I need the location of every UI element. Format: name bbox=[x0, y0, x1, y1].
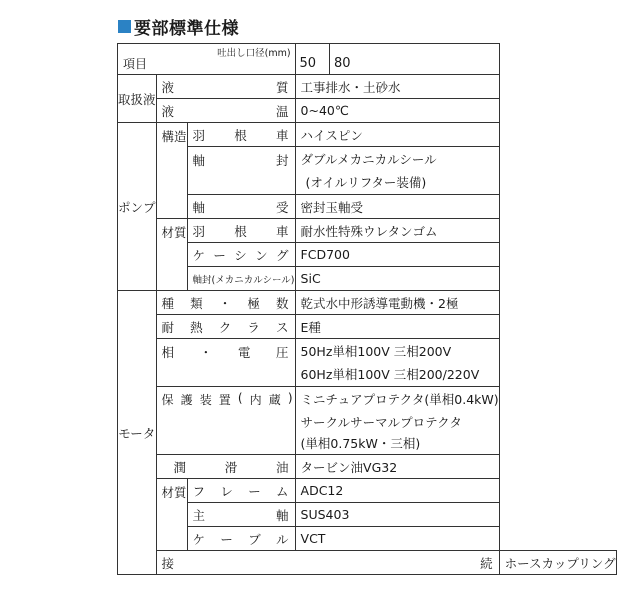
group-motor: モータ bbox=[118, 291, 157, 575]
header-cell bbox=[118, 44, 296, 75]
row-value: 工事排水・土砂水 bbox=[295, 75, 499, 99]
sub-motor-material: 材質 bbox=[156, 479, 187, 551]
row-value: ミニチュアプロテクタ(単相0.4kW) bbox=[295, 387, 499, 411]
table-row bbox=[118, 455, 617, 479]
table-row bbox=[118, 527, 617, 551]
row-label: 羽 根 車 bbox=[187, 219, 295, 243]
table-row bbox=[118, 147, 617, 171]
sub-structure: 構造 bbox=[156, 123, 187, 219]
row-label: ケ ー ブ ル bbox=[187, 527, 295, 551]
row-value: (オイルリフター装備) bbox=[295, 171, 499, 195]
table-row bbox=[118, 123, 617, 147]
table-row bbox=[118, 75, 617, 99]
row-value: FCD700 bbox=[295, 243, 499, 267]
group-pump: ポンプ bbox=[118, 123, 157, 291]
row-value: サークルサーマルプロテクタ bbox=[295, 411, 499, 433]
row-value: SiC bbox=[295, 267, 499, 291]
spec-table bbox=[117, 43, 617, 575]
row-value: 乾式水中形誘導電動機・2極 bbox=[295, 291, 499, 315]
row-label: 潤 滑 油 bbox=[156, 455, 295, 479]
row-label: 保 護 装 置 ( 内 蔵 ) bbox=[156, 387, 295, 455]
table-row bbox=[118, 219, 617, 243]
row-label: 羽 根 車 bbox=[187, 123, 295, 147]
row-value: ADC12 bbox=[295, 479, 499, 503]
diameter-label: 吐出し口径(mm) bbox=[217, 48, 291, 59]
sub-material: 材質 bbox=[156, 219, 187, 291]
row-value: 50Hz単相100V 三相200V bbox=[295, 339, 499, 363]
row-value: 耐水性特殊ウレタンゴム bbox=[295, 219, 499, 243]
row-value: 60Hz単相100V 三相200/220V bbox=[295, 363, 499, 387]
row-label: 軸封(メカニカルシール) bbox=[187, 267, 295, 291]
header-row bbox=[118, 44, 617, 75]
table-row bbox=[118, 551, 617, 575]
table-row bbox=[118, 99, 617, 123]
row-label: 耐 熱 ク ラ ス bbox=[156, 315, 295, 339]
table-row bbox=[118, 267, 617, 291]
row-label: 液 温 bbox=[156, 99, 295, 123]
row-value: タービン油VG32 bbox=[295, 455, 499, 479]
row-label: ケ ー シ ン グ bbox=[187, 243, 295, 267]
row-label: 種 類 ・ 極 数 bbox=[156, 291, 295, 315]
row-label: フ レ ー ム bbox=[187, 479, 295, 503]
row-label: 軸 封 bbox=[187, 147, 295, 195]
row-value: VCT bbox=[295, 527, 499, 551]
row-label: 軸 受 bbox=[187, 195, 295, 219]
row-label: 接 続 bbox=[156, 551, 499, 575]
table-row bbox=[118, 387, 617, 411]
row-value: 密封玉軸受 bbox=[295, 195, 499, 219]
table-row bbox=[118, 479, 617, 503]
section-title bbox=[118, 14, 239, 39]
row-value: ハイスピン bbox=[295, 123, 499, 147]
item-label: 項目 bbox=[123, 57, 148, 71]
size-80: 80 bbox=[334, 56, 351, 71]
row-label: 相 ・ 電 圧 bbox=[156, 339, 295, 387]
row-value: SUS403 bbox=[295, 503, 499, 527]
row-label: 主 軸 bbox=[187, 503, 295, 527]
table-row bbox=[118, 195, 617, 219]
table-row bbox=[118, 339, 617, 363]
row-value: 0~40℃ bbox=[295, 99, 499, 123]
table-row bbox=[118, 315, 617, 339]
row-value: ホースカップリング bbox=[499, 551, 616, 575]
size-50: 50 bbox=[296, 44, 331, 74]
table-row bbox=[118, 503, 617, 527]
group-liquid: 取扱液 bbox=[118, 75, 157, 123]
size-cell bbox=[295, 44, 499, 75]
row-value: E種 bbox=[295, 315, 499, 339]
row-label: 液 質 bbox=[156, 75, 295, 99]
row-value: ダブルメカニカルシール bbox=[295, 147, 499, 171]
title-square-icon bbox=[118, 20, 131, 33]
row-value: (単相0.75kW・三相) bbox=[295, 433, 499, 455]
section-title-text: 要部標準仕様 bbox=[134, 19, 239, 39]
table-row bbox=[118, 291, 617, 315]
table-row bbox=[118, 243, 617, 267]
